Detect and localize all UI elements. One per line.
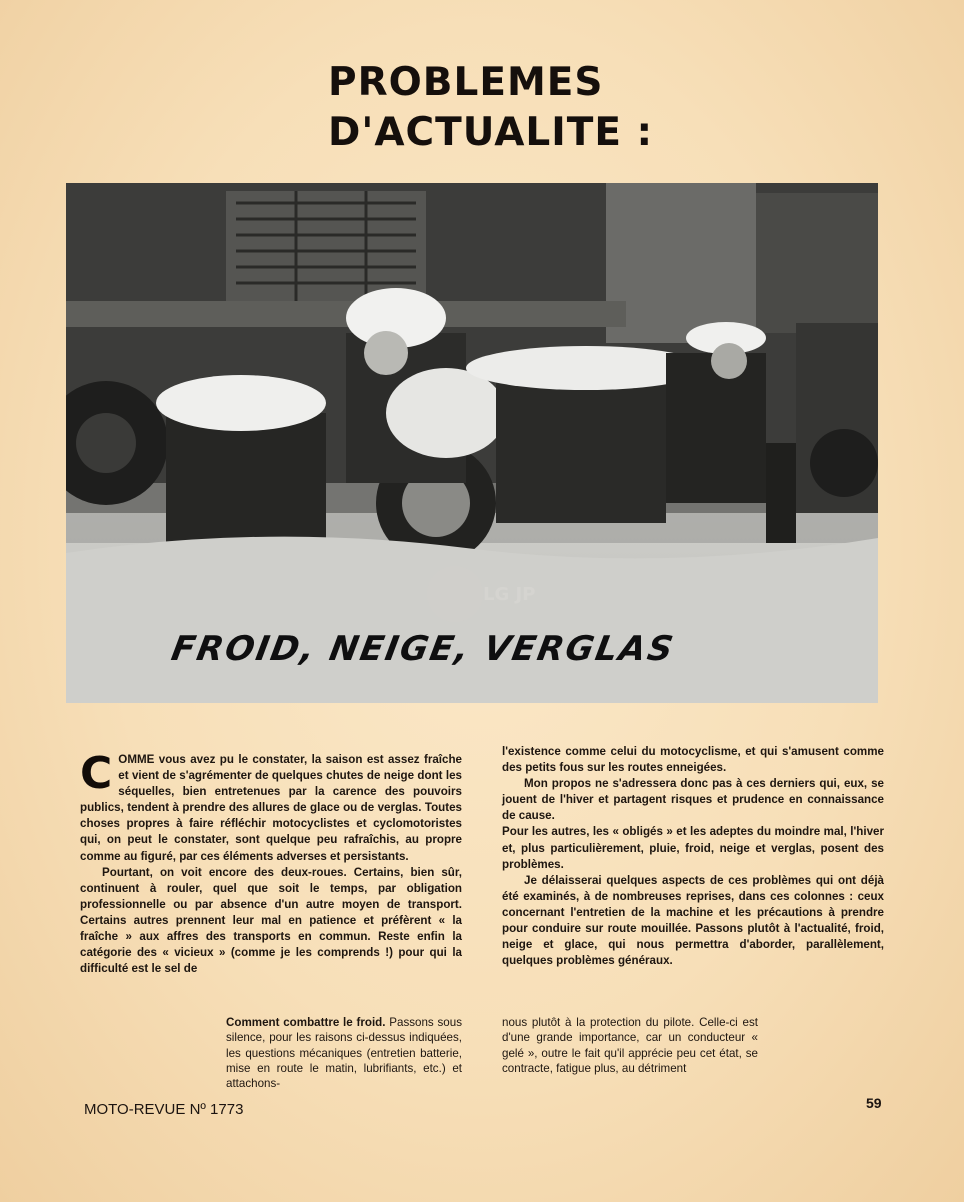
section-text-1: Passons sous silence, pour les raisons ci-dessus indiquées, les questions mécaniques (entretien batterie, mise en route le matin, lubrifiants, etc.) et attachons- (226, 1016, 462, 1091)
paragraph-pourtant: Pourtant, on voit encore des deux-roues. Certains, bien sûr, continuent à rouler, quel que soit le temps, par obligation professionnelle ou par absence d'un autre moyen de transport. Certains autres prennent leur mal en patience et préfèrent « la fraîche » aux affres des transports en commun. Reste enfin la catégorie des « vicieux » (comme je les comprends !) pour qui la difficulté est le sel de (80, 865, 462, 976)
page-title (328, 58, 653, 158)
photo-overlay-title: FROID, NEIGE, VERGLAS (168, 629, 678, 669)
paragraph-delaisserai: Je délaisserai quelques aspects de ces problèmes qui ont déjà été examinés, à de nombreuses reprises, dans ces colonnes : ceux concernant l'entretien de la machine et les précautions à prendre pour conduire sur route mouillée. Passons plutôt à l'actualité, froid, neige et glace, qui nous permettra d'aborder, parallèlement, quelques problèmes généraux. (502, 873, 884, 968)
article-column-2 (502, 744, 884, 969)
title-line-1: PROBLEMES (328, 60, 604, 105)
page-number: 59 (866, 1095, 882, 1111)
section-column-2 (502, 1015, 758, 1076)
article-column-1 (80, 748, 462, 977)
watermark-logo (425, 560, 535, 630)
section-column-1 (226, 1015, 462, 1091)
section-text-2: nous plutôt à la protection du pilote. Celle-ci est d'une grande importance, car un conducteur « gelé », outre le fait qu'il apprécie peu cet état, se contracte, fatigue plus, au détriment (502, 1016, 758, 1075)
title-line-2: D'ACTUALITE : (328, 110, 654, 155)
drop-cap: C (80, 748, 113, 799)
paragraph-propos: Mon propos ne s'adressera donc pas à ces derniers qui, eux, se jouent de l'hiver et partagent risques et prudence en connaissance de cause. (502, 777, 884, 823)
section-heading: Comment combattre le froid. (226, 1016, 386, 1029)
paragraph-autres: Pour les autres, les « obligés » et les adeptes du moindre mal, l'hiver et, plus particulièrement, pluie, froid, neige et verglas, posent des problèmes. (502, 825, 884, 871)
paragraph-intro: OMME vous avez pu le constater, la saison est assez fraîche et vient de s'agrémenter de quelques chutes de neige dont les séquelles, bien entretenues par la carence des pouvoirs publics, tendent à prendre des allures de glace ou de verglas. Toutes choses propres à faire réfléchir motocyclistes et cyclomotoristes qui, on peut le constater, sont quelque peu rafraîchis, au propre comme au figuré, par ces éléments adverses et persistants. (80, 753, 462, 863)
watermark-text: LG JP (483, 584, 535, 605)
paragraph-existence: l'existence comme celui du motocyclisme, et qui s'amusent comme des petits fous sur les routes enneigées. (502, 745, 884, 775)
magazine-issue: MOTO-REVUE Nº 1773 (84, 1101, 244, 1118)
